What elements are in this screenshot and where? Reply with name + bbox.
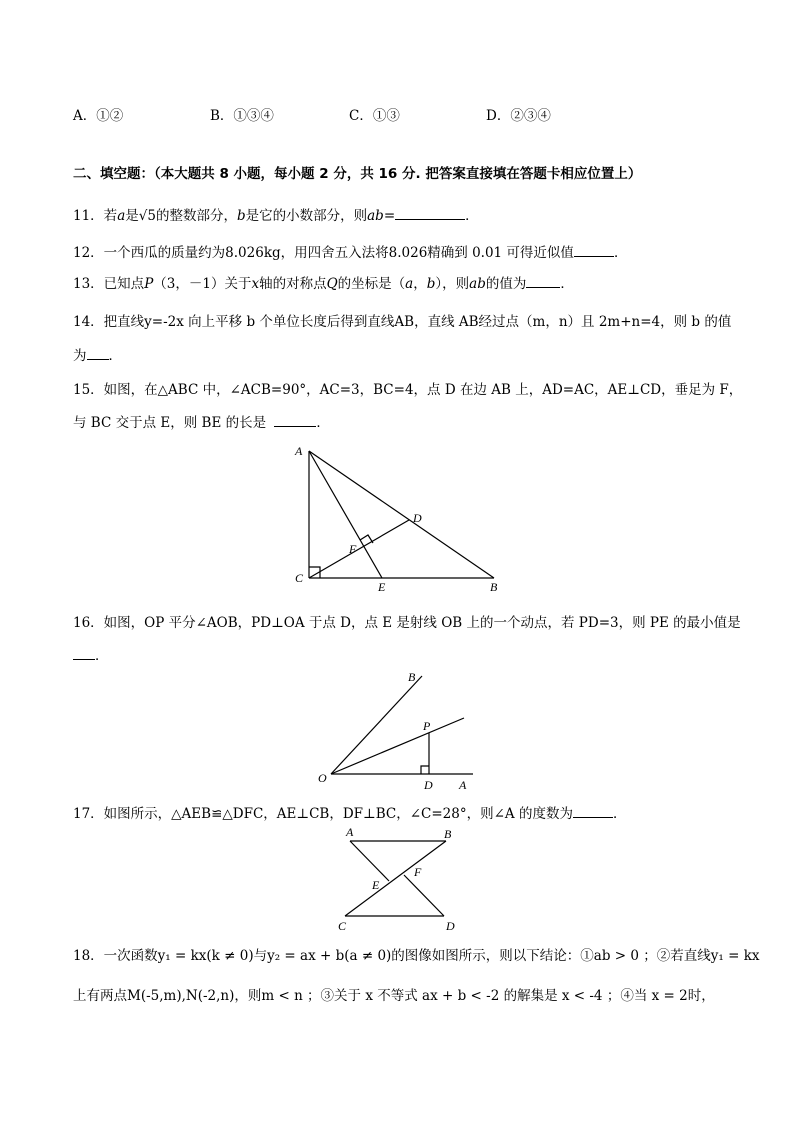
fig15-label-a: A (295, 444, 303, 458)
fig16-label-a: A (459, 778, 467, 792)
q13-var-q: Q (326, 276, 338, 292)
fig16-label-d: D (424, 778, 433, 792)
fig15-label-f: F (349, 542, 357, 556)
fig15-label-b: B (490, 580, 498, 594)
fig15-label-e: E (378, 580, 386, 594)
question-18-line1: 18．一次函数y₁ = kx(k ≠ 0)与y₂ = ax + b(a ≠ 0)的图像如图所示，则以下结论：①ab > 0 ；②若直线y₁ = kx (73, 948, 760, 964)
q13-part3: 轴的对称点 (259, 276, 327, 292)
fig17-label-a: A (346, 825, 354, 839)
fig17-label-d: D (446, 919, 455, 933)
q13-end: ． (560, 276, 574, 292)
fig17-label-f: F (414, 865, 422, 879)
q11-var-ab: ab (367, 208, 384, 224)
q15-end: ． (316, 415, 330, 431)
q12-text: 12．一个西瓜的质量约为8.026kg，用四舍五入法将8.026精确到 0.01 可得近似值 (73, 245, 574, 261)
q13-part5: ），则 (435, 276, 470, 292)
q13-var-b: b (426, 276, 436, 292)
choice-c: C．①③ (349, 108, 400, 124)
q11-part2: 是 (125, 208, 139, 224)
question-16-line1: 16．如图，OP 平分∠AOB，PD⊥OA 于点 D，点 E 是射线 OB 上的一个动点，若 PD=3，则 PE 的最小值是 (73, 615, 741, 631)
q13-var-p: P (144, 276, 154, 292)
q15-line2-text: 与 BC 交于点 E，则 BE 的长是 (73, 415, 267, 431)
choice-d: D．②③④ (486, 108, 551, 124)
q11-end: ． (465, 208, 479, 224)
q14-end: ． (108, 348, 122, 364)
segment-ae (350, 841, 389, 881)
q13-part4: 的坐标是（ (337, 276, 406, 292)
fig16-label-b: B (408, 670, 416, 684)
fig16-label-p: P (423, 719, 431, 733)
q13-comma: ， (413, 276, 427, 292)
q17-end: ． (612, 806, 627, 822)
question-18-line2: 上有两点M(-5,m),N(-2,n)，则m < n ；③关于 x 不等式 ax + b < -2 的解集是 x < -4 ；④当 x = 2时， (73, 988, 715, 1004)
fig17-label-b: B (444, 827, 452, 841)
fig16-label-o: O (318, 771, 327, 785)
q17-text: 17．如图所示，△AEB≌△DFC，AE⊥CB，DF⊥BC，∠C=28°，则∠A 的度数为 (73, 806, 573, 822)
question-14-line1: 14．把直线y=-2x 向上平移 b 个单位长度后得到直线AB，直线 AB经过点（m，n）且 2m+n=4，则 b 的值 (73, 314, 732, 330)
q16-end: ． (95, 648, 109, 664)
q11-part3: 的整数部分， (155, 208, 237, 224)
q11-part4: 是它的小数部分，则 (245, 208, 368, 224)
q11-var-a: a (117, 208, 126, 224)
q12-end: ． (613, 245, 628, 261)
q11-sqrt: √5 (138, 208, 156, 224)
q13-part2: （3，－1）关于 (153, 276, 252, 292)
q13-var-x: x (251, 276, 260, 292)
fig17-label-e: E (372, 878, 380, 892)
q13-part1: 13．已知点 (73, 276, 145, 292)
q13-var-a: a (405, 276, 414, 292)
fig15-label-c: C (295, 571, 304, 585)
q13-var-ab: ab (469, 276, 486, 292)
fig15-label-d: D (413, 511, 422, 525)
q11-part1: 11．若 (73, 208, 118, 224)
q13-part6: 的值为 (485, 276, 527, 292)
segment-df (404, 875, 444, 916)
section-title: 二、填空题：（本大题共 8 小题，每小题 2 分，共 16 分. 把答案直接填在答题卡相应位置上） (73, 166, 642, 182)
q11-part5: = (383, 208, 396, 224)
q11-var-b: b (236, 208, 246, 224)
question-15-line1: 15．如图，在△ABC 中，∠ACB=90°，AC=3，BC=4，点 D 在边 AB 上，AD=AC，AE⊥CD，垂足为 F， (73, 382, 743, 398)
fig17-label-c: C (338, 919, 347, 933)
choice-b: B．①③④ (210, 108, 274, 124)
q14-line2-text: 为 (73, 348, 87, 364)
choice-a: A．①② (73, 108, 124, 124)
